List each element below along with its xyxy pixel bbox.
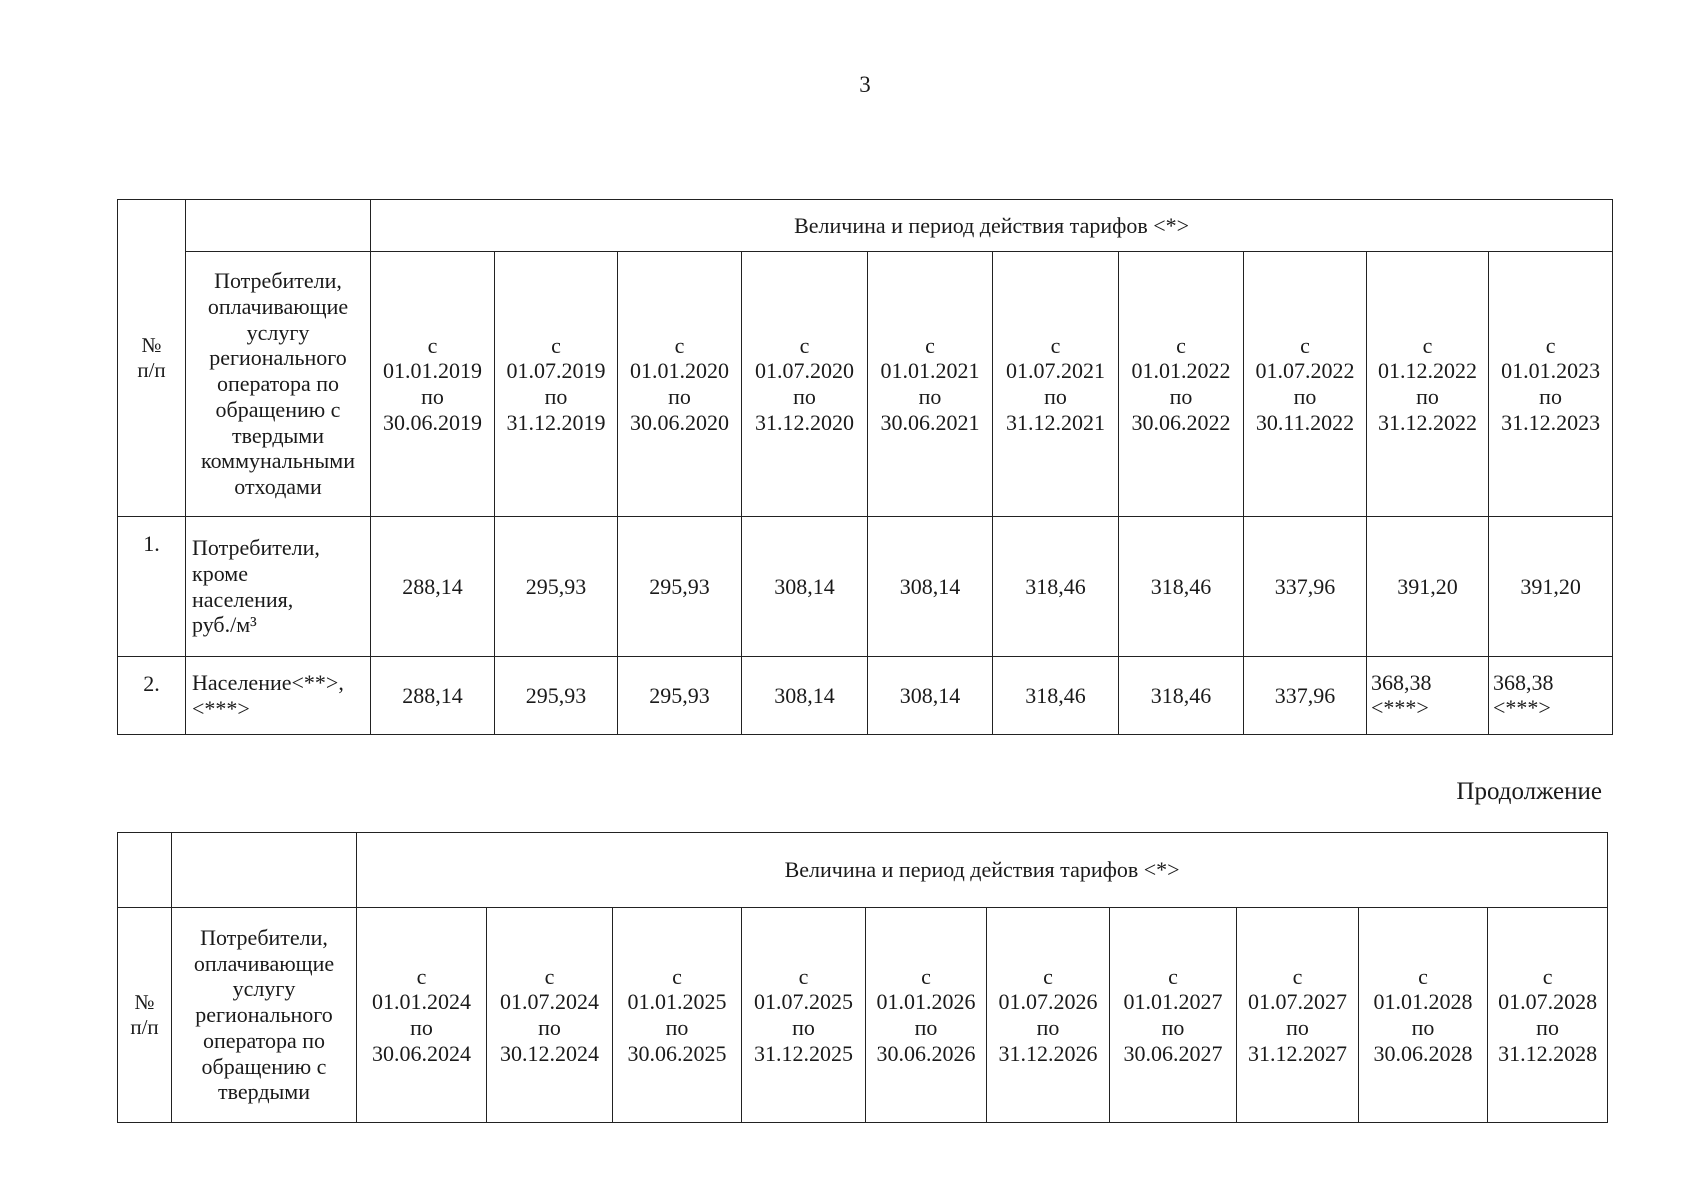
- period-line: 30.06.2028: [1373, 1040, 1473, 1066]
- period-line: 30.06.2022: [1131, 409, 1231, 435]
- period-line: 30.06.2024: [372, 1040, 471, 1066]
- period-line: с: [1300, 332, 1310, 358]
- tariff-value: [1367, 657, 1489, 735]
- period-line: с: [551, 332, 561, 358]
- consumer-header-line: Потребители,: [200, 924, 328, 950]
- period-line: с: [1050, 332, 1061, 358]
- period-line: по: [1286, 1015, 1309, 1040]
- header-title-row: [118, 200, 1613, 252]
- period-line: по: [793, 384, 816, 409]
- tariff-value: 337,96: [1244, 517, 1367, 657]
- period-line: 01.07.2026: [998, 989, 1098, 1015]
- period-line: по: [1169, 384, 1193, 409]
- period-header-cell: [742, 908, 866, 1123]
- num-header-line: №: [134, 990, 155, 1015]
- tariff-table-2019-2023: [117, 199, 1613, 735]
- tariff-value: 318,46: [993, 517, 1119, 657]
- period-line: 01.07.2025: [754, 989, 853, 1015]
- period-line: 01.07.2022: [1255, 358, 1355, 384]
- tariff-value: 308,14: [868, 657, 993, 735]
- period-line: по: [544, 384, 568, 409]
- tariff-value: 337,96: [1244, 657, 1367, 735]
- row-label-line: Потребители,: [192, 535, 320, 561]
- period-line: с: [1292, 963, 1303, 989]
- period-line: с: [921, 963, 931, 989]
- period-header-cell: [487, 908, 613, 1123]
- period-line: по: [538, 1015, 561, 1040]
- period-line: с: [1168, 963, 1178, 989]
- consumer-header-line: оплачивающие: [193, 950, 335, 976]
- period-line: с: [1418, 963, 1428, 989]
- period-line: 01.07.2019: [506, 358, 606, 384]
- period-line: по: [1161, 1015, 1185, 1040]
- period-header-cell: [1367, 252, 1489, 517]
- period-line: 01.01.2028: [1373, 989, 1473, 1015]
- period-line: с: [1542, 963, 1553, 989]
- tariff-table-2024-2028: [117, 832, 1608, 1123]
- column-header-row: [118, 252, 1613, 517]
- period-line: 01.01.2022: [1131, 358, 1231, 384]
- period-header-cell: [742, 252, 868, 517]
- period-line: с: [674, 332, 685, 358]
- period-header-cell: [618, 252, 742, 517]
- period-line: с: [1043, 963, 1053, 989]
- row-label-line: руб./м³: [192, 612, 257, 638]
- tariff-header-title: Величина и период действия тарифов <*>: [357, 833, 1608, 908]
- tariff-value: 288,14: [371, 657, 495, 735]
- row-number: 1.: [118, 517, 186, 657]
- row-number: 2.: [118, 657, 186, 735]
- period-line: 01.01.2025: [627, 989, 727, 1015]
- period-line: 01.01.2021: [880, 358, 980, 384]
- period-line: 01.01.2020: [630, 358, 729, 384]
- page-number: 3: [859, 72, 871, 97]
- period-line: по: [668, 384, 691, 409]
- period-line: с: [427, 332, 438, 358]
- period-line: 30.11.2022: [1255, 409, 1355, 435]
- period-header-cell: [1359, 908, 1488, 1123]
- row-label-line: <***>: [192, 695, 250, 721]
- row-label-line: кроме: [192, 560, 248, 586]
- period-line: 30.06.2027: [1123, 1040, 1223, 1066]
- continuation-label: Продолжение: [1456, 778, 1602, 805]
- period-line: с: [798, 963, 809, 989]
- period-line: с: [799, 332, 810, 358]
- period-line: с: [544, 963, 555, 989]
- consumer-header-line: услугу: [232, 976, 296, 1002]
- period-line: 30.06.2020: [630, 409, 729, 435]
- period-line: по: [1539, 384, 1562, 409]
- tariff-header-title: Величина и период действия тарифов <*>: [371, 200, 1613, 252]
- consumer-header-line: Потребители,: [214, 268, 342, 294]
- period-header-cell: [866, 908, 987, 1123]
- period-header-cell: [1237, 908, 1359, 1123]
- consumer-header-line: обращению с: [201, 1053, 327, 1079]
- tariff-value: [1489, 657, 1613, 735]
- period-line: 31.12.2020: [755, 409, 854, 435]
- column-header-row: [118, 908, 1608, 1123]
- period-header-cell: [1488, 908, 1608, 1123]
- tariff-value-footnote: <***>: [1493, 694, 1551, 720]
- period-line: с: [1176, 332, 1186, 358]
- period-line: 31.12.2025: [754, 1040, 853, 1066]
- period-line: 30.06.2025: [627, 1040, 727, 1066]
- period-line: по: [665, 1015, 689, 1040]
- consumer-header-line: твердыми: [217, 1079, 311, 1105]
- period-header-cell: [868, 252, 993, 517]
- tariff-value: 295,93: [618, 517, 742, 657]
- period-header-cell: [1489, 252, 1613, 517]
- period-header-cell: [1244, 252, 1367, 517]
- tariff-value: 318,46: [1119, 657, 1244, 735]
- period-line: 31.12.2023: [1501, 409, 1601, 435]
- period-line: 01.01.2019: [383, 358, 482, 384]
- period-line: 01.07.2020: [755, 358, 854, 384]
- tariff-value: 295,93: [495, 517, 618, 657]
- consumer-header-cell: [186, 252, 371, 517]
- tariff-value: 308,14: [868, 517, 993, 657]
- period-line: 31.12.2022: [1378, 409, 1477, 435]
- period-line: по: [914, 1015, 938, 1040]
- period-line: с: [416, 963, 427, 989]
- row-label-line: населения,: [192, 586, 294, 612]
- consumer-header-line: коммунальными: [201, 448, 355, 474]
- period-line: по: [1293, 384, 1317, 409]
- period-line: 01.07.2028: [1498, 989, 1598, 1015]
- period-header-cell: [1119, 252, 1244, 517]
- empty-header-cell: [118, 833, 172, 908]
- period-line: 01.07.2024: [500, 989, 599, 1015]
- period-line: 30.06.2019: [383, 409, 482, 435]
- period-header-cell: [987, 908, 1110, 1123]
- period-line: 31.12.2027: [1248, 1040, 1347, 1066]
- period-line: 01.07.2021: [1006, 358, 1105, 384]
- period-line: 31.12.2019: [506, 409, 606, 435]
- period-line: с: [1545, 332, 1556, 358]
- period-line: по: [1416, 384, 1439, 409]
- period-line: с: [1422, 332, 1433, 358]
- consumer-header-line: услугу: [246, 319, 310, 345]
- period-line: с: [672, 963, 682, 989]
- period-header-cell: [1110, 908, 1237, 1123]
- period-line: 31.12.2026: [998, 1040, 1098, 1066]
- period-line: 30.12.2024: [500, 1040, 599, 1066]
- period-line: по: [918, 384, 942, 409]
- period-line: 31.12.2021: [1006, 409, 1105, 435]
- tariff-value-footnote: <***>: [1371, 694, 1429, 720]
- tariff-value-number: 368,38: [1493, 670, 1554, 696]
- period-line: по: [792, 1015, 815, 1040]
- consumer-header-line: твердыми: [231, 422, 325, 448]
- period-line: по: [1036, 1015, 1060, 1040]
- period-line: 01.01.2024: [372, 989, 471, 1015]
- empty-header-cell: [186, 200, 371, 252]
- period-line: по: [410, 1015, 433, 1040]
- period-line: по: [1044, 384, 1067, 409]
- tariff-value: 308,14: [742, 657, 868, 735]
- period-line: с: [925, 332, 935, 358]
- empty-header-cell: [172, 833, 357, 908]
- period-line: 30.06.2021: [880, 409, 980, 435]
- consumer-header-line: обращению с: [215, 396, 341, 422]
- period-line: 01.01.2027: [1123, 989, 1223, 1015]
- consumer-header-cell: [172, 908, 357, 1123]
- consumer-header-line: оплачивающие: [207, 293, 349, 319]
- row-label: [186, 657, 371, 735]
- tariff-value: 295,93: [618, 657, 742, 735]
- num-header-cell: [118, 908, 172, 1123]
- period-line: по: [1411, 1015, 1435, 1040]
- tariff-value: 288,14: [371, 517, 495, 657]
- consumer-header-line: оператора по: [202, 1027, 326, 1053]
- period-header-cell: [993, 252, 1119, 517]
- period-line: по: [1536, 1015, 1559, 1040]
- period-header-cell: [371, 252, 495, 517]
- row-label-line: Население<**>,: [192, 669, 344, 695]
- table-row: [118, 657, 1613, 735]
- tariff-value: 391,20: [1367, 517, 1489, 657]
- num-header-cell: [118, 200, 186, 517]
- consumer-header-line: отходами: [234, 474, 322, 500]
- period-line: 30.06.2026: [876, 1040, 976, 1066]
- header-title-row: [118, 833, 1608, 908]
- tariff-value: 318,46: [1119, 517, 1244, 657]
- num-header-line: п/п: [130, 1015, 159, 1039]
- period-line: 01.01.2026: [876, 989, 976, 1015]
- tariff-value: 318,46: [993, 657, 1119, 735]
- num-header-line: п/п: [137, 358, 166, 382]
- tariff-value: 391,20: [1489, 517, 1613, 657]
- table-row: [118, 517, 1613, 657]
- num-header-line: №: [141, 333, 162, 358]
- period-line: 01.07.2027: [1248, 989, 1347, 1015]
- row-label: [186, 517, 371, 657]
- tariff-value-number: 368,38: [1371, 670, 1432, 696]
- period-line: 01.12.2022: [1378, 358, 1477, 384]
- tariff-value: 295,93: [495, 657, 618, 735]
- period-header-cell: [357, 908, 487, 1123]
- tariff-value: 308,14: [742, 517, 868, 657]
- period-line: по: [421, 384, 444, 409]
- period-header-cell: [495, 252, 618, 517]
- consumer-header-line: регионального: [209, 345, 347, 371]
- period-line: 31.12.2028: [1498, 1040, 1598, 1066]
- period-header-cell: [613, 908, 742, 1123]
- consumer-header-line: регионального: [195, 1002, 333, 1028]
- period-line: 01.01.2023: [1501, 358, 1601, 384]
- consumer-header-line: оператора по: [216, 371, 340, 397]
